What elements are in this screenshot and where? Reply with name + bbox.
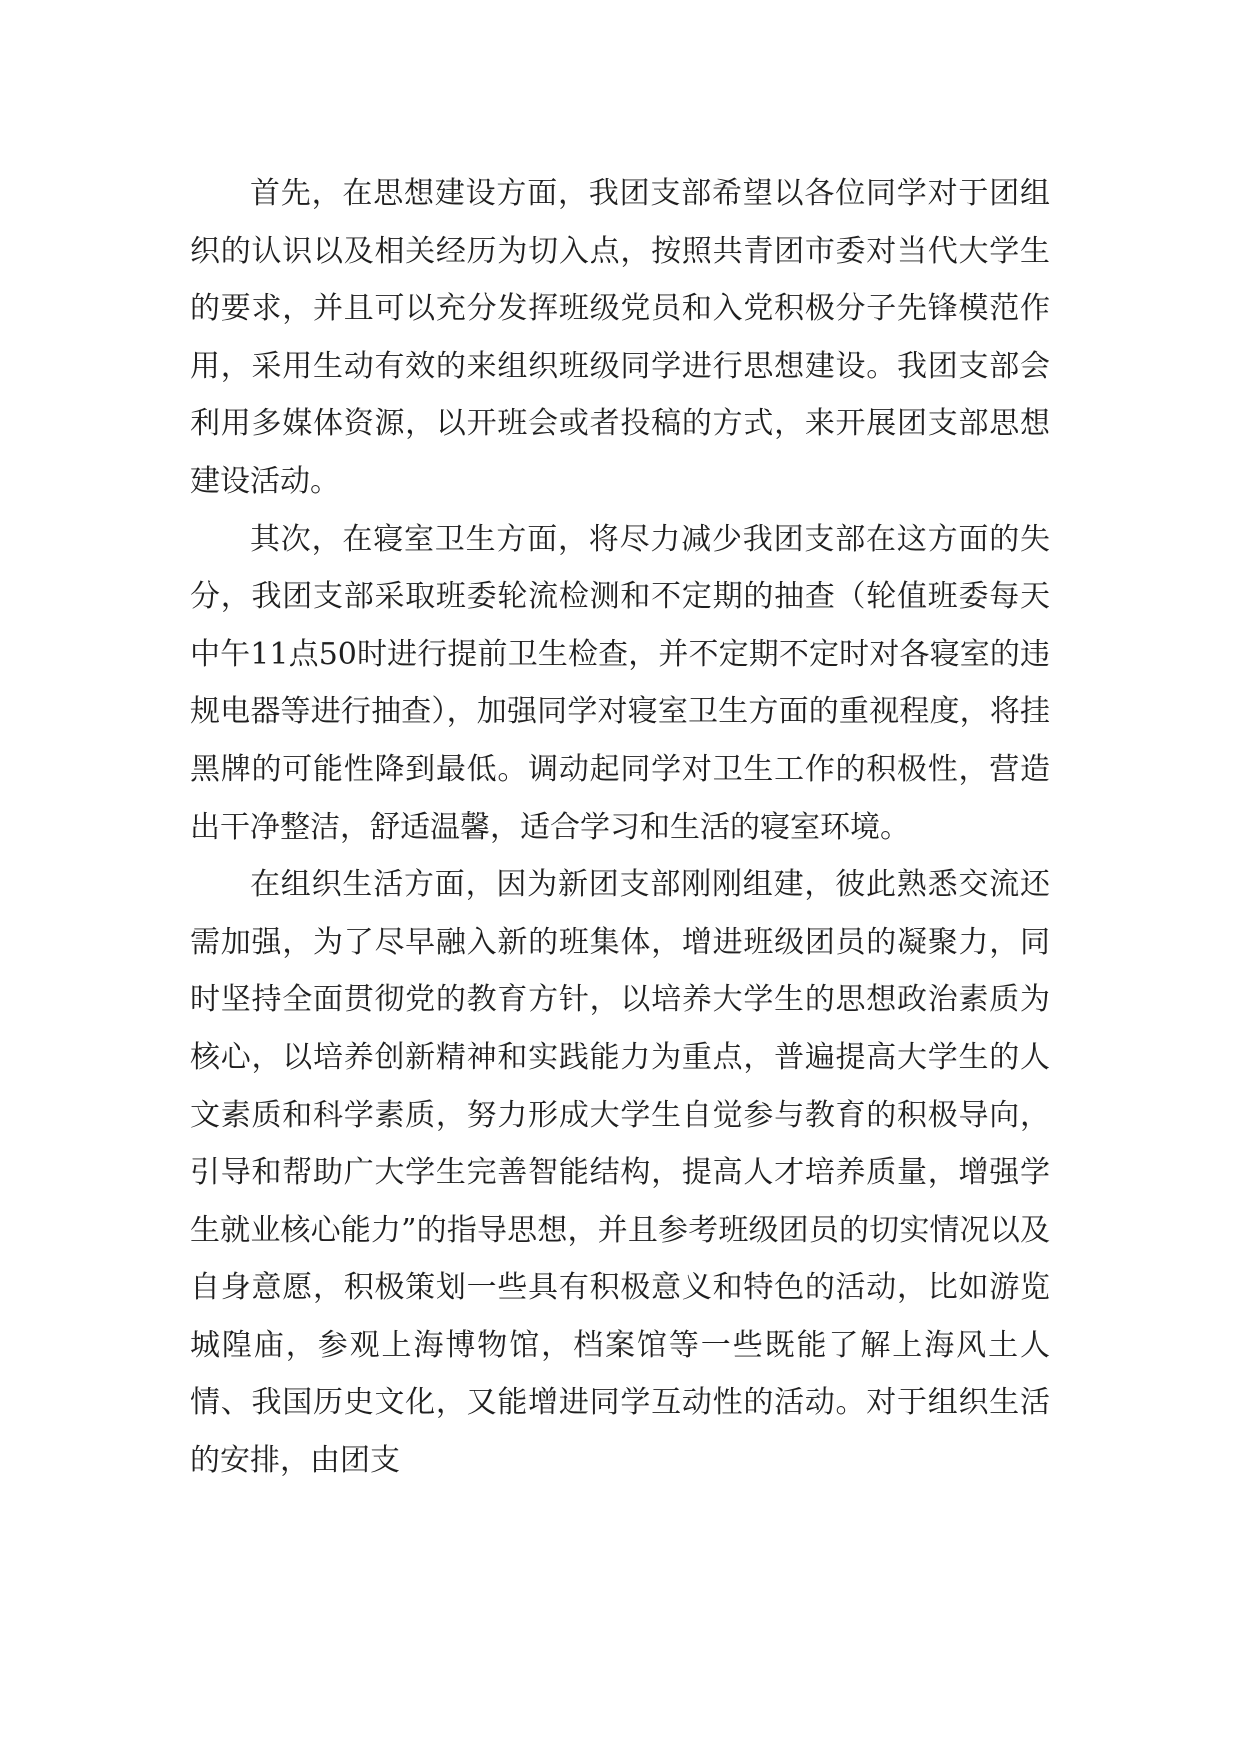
document-body <box>190 165 1050 1490</box>
paragraph-thought-building: 首先，在思想建设方面，我团支部希望以各位同学对于团组织的认识以及相关经历为切入点，按照共青团市委对当代大学生的要求，并且可以充分发挥班级党员和入党积极分子先锋模范作用，采用生动有效的来组织班级同学进行思想建设。我团支部会利用多媒体资源，以开班会或者投稿的方式，来开展团支部思想建设活动。 <box>190 176 1050 499</box>
paragraph-organization-life: 在组织生活方面，因为新团支部刚刚组建，彼此熟悉交流还需加强，为了尽早融入新的班集体，增进班级团员的凝聚力，同时坚持全面贯彻党的教育方针，以培养大学生的思想政治素质为核心，以培养创新精神和实践能力为重点，普遍提高大学生的人文素质和科学素质，努力形成大学生自觉参与教育的积极导向，引导和帮助广大学生完善智能结构，提高人才培养质量，增强学生就业核心能力”的指导思想，并且参考班级团员的切实情况以及自身意愿，积极策划一些具有积极意义和特色的活动，比如游览城隍庙，参观上海博物馆，档案馆等一些既能了解上海风土人情、我国历史文化，又能增进同学互动性的活动。对于组织生活的安排，由团支 <box>190 867 1050 1479</box>
paragraph-dorm-hygiene: 其次，在寝室卫生方面，将尽力减少我团支部在这方面的失分，我团支部采取班委轮流检测和不定期的抽查（轮值班委每天中午11点50时进行提前卫生检查，并不定期不定时对各寝室的违规电器等进行抽查），加强同学对寝室卫生方面的重视程度，将挂黑牌的可能性降到最低。调动起同学对卫生工作的积极性，营造出干净整洁，舒适温馨，适合学习和生活的寝室环境。 <box>190 521 1050 845</box>
